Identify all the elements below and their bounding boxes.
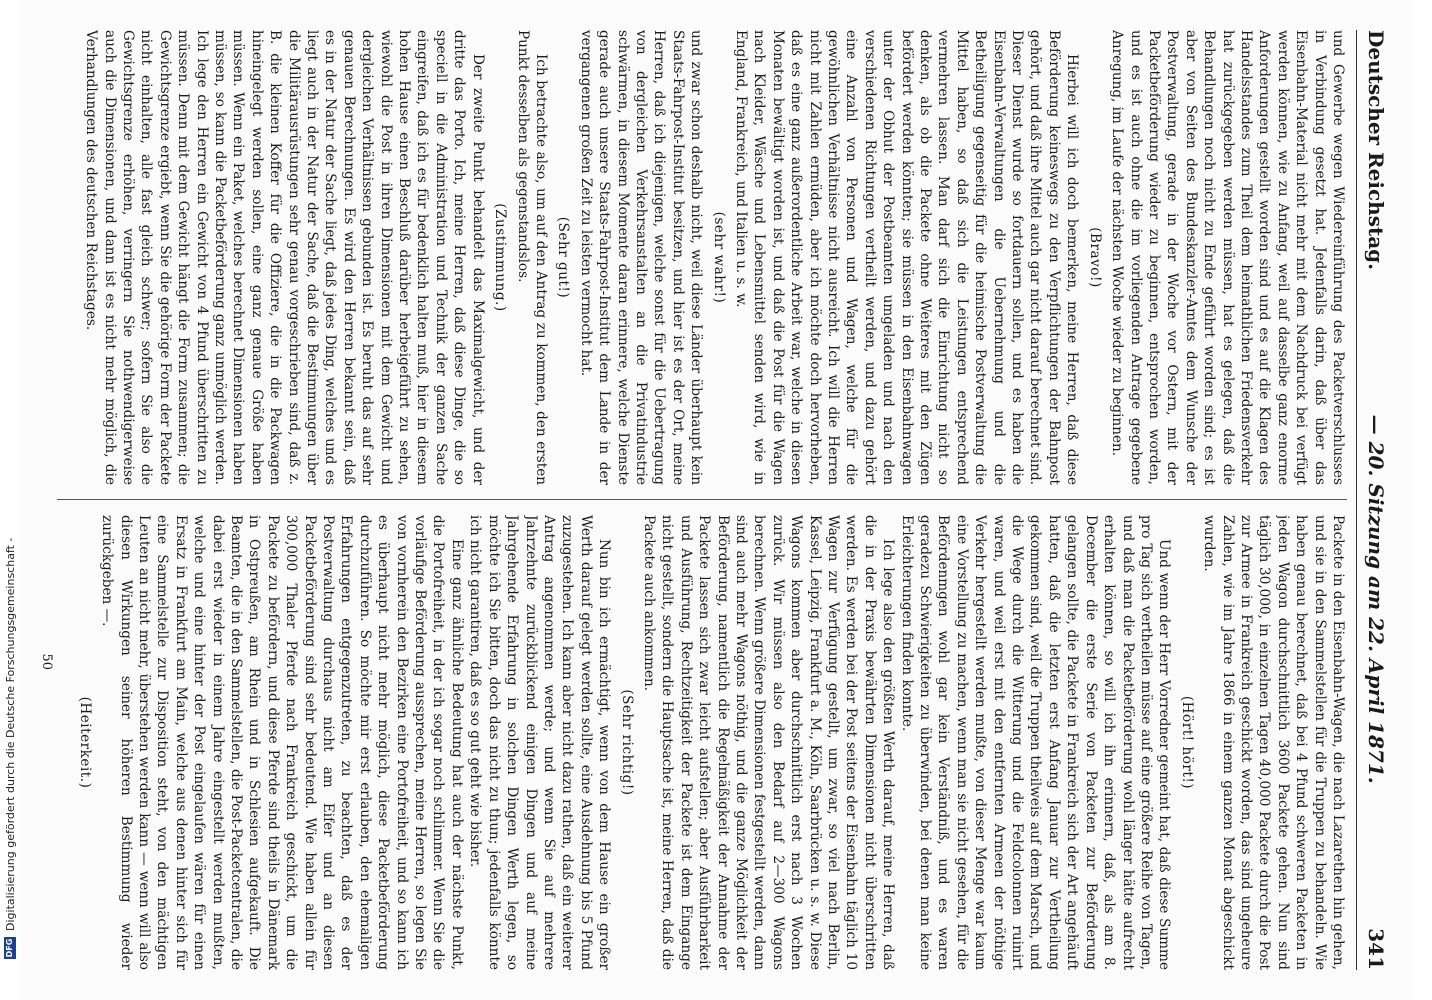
interjection: (sehr wahr!) (710, 211, 727, 304)
header-title: Deutscher Reichstag. (1364, 30, 1388, 271)
paragraph: Ich betrachte also, um auf den Antrag zu kommen, den ersten Punkt desselben als gegenstandslos. (514, 30, 549, 485)
scanned-sheet (21, 0, 1411, 1000)
dfg-logo-icon: DFG (5, 938, 14, 958)
column-rule (57, 499, 1347, 500)
interjection: (Heiterkeit.) (76, 696, 93, 789)
paragraph: Hierbei will ich doch bemerken, meine Herren, daß diese Beförderung keineswegs zu den Verpflichtungen der Bahnpost gehört, und daß ihre Mittel auch gar nicht darauf berechnet sind. Dieser Dienst wurde so fortdauern sollen, und es haben die Eisenbahn-Verwaltungen die Uebernehmung und die Betheiligung gegenseitig für die heimische Postverwaltung die Mittel haben, so daß sich die Leistungen entsprechend vermehren lassen. Man darf sich die Einrichtung nicht so denken, als ob die Packete ohne Weiteres mit den Zügen befördert werden könnten; sie müssen in den Eisenbahnwagen unter der Obhut der Postbeamten umgeladen und nach den verschiedenen Richtungen vertheilt werden, und dazu gehört eine Anzahl von Personen und Wagen, welche für die gewöhnlichen Verhältnisse nicht ausreicht. Ich will die Herren nicht mit Zahlen ermüden, aber ich möchte doch hervorheben, daß es eine ganz außerordentliche Arbeit war, welche in diesen Monaten bewältigt worden ist, und daß die Post für die Wagen nach Kleider, Wäsche und Lebensmittel senden wird, wie in England, Frankreich, und Italien u. s. w. (733, 30, 1081, 485)
paragraph: Und wenn der Herr Vorredner gemeint hat, daß diese Summe pro Tag sich vertheilen müsse auf eine größere Reihe von Tagen, und daß man die Packetbeförderung wohl länger hätte aufrecht erhalten können, so will ich ihn erinnern, daß, als am 8. December die erste Serie von Packeten zur Beförderung gelangen sollte, die Packete in Frankreich sich der Art angehäuft hatten, daß die letzten erst Anfang Januar zur Vertheilung gekommen sind, weil die Truppen theilweis auf dem Marsch, und die Wege durch die Witterung und die Feldcolonnen ruinirt waren, und weil erst mit den entfernten Armeen der nöthige Verkehr hergestellt werden mußte, von dieser Menge war kaum eine Vorstellung zu machen, wenn man sie nicht gesehen, für die Befördenmgen wohl gar kein Verständniß, und es waren geradezu Schwierigkeiten zu überwinden, bei denen man keine Erleichterungen finden konnte. (898, 515, 1173, 970)
paragraph: Eine ganz ähnliche Bedeutung hat auch der nächste Punkt, die Portofreiheit, in der ich sogar noch schlimmer. Wenn Sie die vorläufige Beförderung aussprechen, meine Herren, so legen Sie von vornherein den Bezirken eine Portofreiheit, und so kann ich es überhaupt nicht mehr möglich, diese Packetbeförderung durchzuführen. So möchte mir erst erlauben, den ehemaligen Erfahrungen entgegenzutreten, zu beachten, daß es der Postverwaltung durchaus nicht am Eifer und an diesen Packetbeförderung sind sehr bedeutend. Wie haben allein für 300,000 Thaler Pferde nach Frankreich geschickt, um die Packete zu befördern, und diese Pferde sind theils in Dänemark in Ostpreußen, am Rhein und in Schlesien aufgekauft. Die Beamten, die in den Sammelstellen, die Post-Packetcentralen, die dabei erst wieder in einem Jahre eingestellt werden mußten, welche und eine hinter der Post eingelaufen wären für einen Ersatz in Frankfurt am Main, welche aus denen hinter sich für eine Sammelstelle zur Disposition steht, von den mächtigen Leuten an nicht mehr, überstehen werden kann — wenn will also diesen Wirkungen seiner höheren Bestimmung wieder zurückgeben —. (99, 515, 465, 970)
footer-text: Digitalisierung gefördert durch die Deutsche Forschungsgemeinschaft - (3, 537, 17, 931)
header-page-number: 341 (1364, 928, 1388, 970)
paragraph: Nun bin ich ermächtigt, wenn von dem Hause ein großer Werth darauf gelegt werden sollte, eine Ausdehnung bis 5 Pfund zuzugestehen. Ich kann aber nicht dazu rathen, daß ein weiterer Antrag angenommen werde; und wenn Sie auf mehrere Jahrzehnte zurückblickend einigen Dingen und auf meine Jahrgehende Erfahrung in solchen Dingen Werth legen, so möchte ich Sie bitten, doch das nicht zu thun; jedenfalls könnte ich nicht garantiren, daß es so gut geht wie bisher. (467, 515, 613, 970)
paragraph: und zwar schon deshalb nicht, weil diese Länder überhaupt kein Staats-Fahrpost-Institut besitzen, und hier ist es der Ort, meine Herren, daß ich diejenigen, welche sonst für die Uebertragung von dergleichen Verkehrsanstalten an die Privatindustrie schwärmen, in diesem Momente daran erinnere, welche Dienste gerade auch unsere Staats-Fahrpost-Institut dem Lande in der vergangenen großen Zeit zu leisten vermocht hat. (577, 30, 705, 485)
interjection: (Sehr richtig!) (618, 689, 635, 796)
digitization-footer (0, 0, 18, 1000)
running-header (1361, 30, 1391, 970)
paragraph: Der zweite Punkt behandelt das Maximalgewicht, und der dritte das Porto. Ich, meine Herren, daß diese Dinge, die so speciell in die Administration und Technik der ganzen Sache eingreifen, daß ich es für bedenklich halten muß, hier in diesem hohen Hause einen Beschluß darüber herbeigeführt zu sehen, wiewohl die Post in ihren Dimensionen mit dem Gewicht und dergleichen Verhältnissen gebunden ist. Es beruht das auf sehr genauen Berechnungen. Es wird den Herren bekannt sein, daß es in der Natur der Sache liegt, daß jedes Ding, welches und es liegt auch in der Natur der Sache, daß die Bestimmungen über die Militärausrüstungen sehr genau vorgeschrieben sind, daß z. B. die kleinen Koffer für die Offiziere, die in die Packwagen hineingelegt werden sollen, eine ganz genaue Größe haben müssen. Wenn ein Paket, welches berechnet Dimensionen haben müssen, so kann die Packetbeförderung ganz unmöglich werden. Ich lege den Herren ein Gewicht von 4 Pfund überschritten zu müssen. Denn mit dem Gewicht hängt die Form zusammen; die Gewichtsgrenze ergiebt, wenn Sie die gehörige Form der Packete nicht einhalten, alle fast gleich schwer; sofern Sie also die Gewichtsgrenze erhöhen, verringern Sie nothwendigerweise auch die Dimensionen, und dann ist es nicht mehr möglich, die Verhandlungen des deutschen Reichstages. (83, 30, 486, 485)
paragraph: und Gewerbe wegen Wiedereinführung des Packetverschlusses in Verbindung gesetzt hat. Jedenfalls darin, daß über das Eisenbahn-Material nicht mehr mit dem Nachdruck bei verfügt werden können, wie zu Anfang, weil auf dasselbe ganz enorme Anforderungen gestellt worden sind und es auf die Klagen des Handelsstandes zum Theil dem heimathlichen Friedensverkehr hat zurückgegeben werden müssen, hat es gelegen, daß die Behandlungen noch nicht zu Ende geführt worden sind; es ist aber von Seiten des Bundeskanzler-Amtes dem Wunsche der Postverwaltung, gerade in der Woche vor Ostern, mit der Packetbeförderung wieder zu beginnen, entsprochen worden, und es ist auch ohne die im vorliegenden Antrage gegebene Anregung, im Laufe der nächsten Woche wieder zu beginnen. (1109, 30, 1346, 485)
right-column (57, 515, 1347, 970)
paragraph: Ich lege also den größten Werth darauf, meine Herren, daß die in der Praxis bewährten Dimensionen nicht überschritten werden. Es werden bei der Post seitens der Eisenbahn täglich 10 Wagen zur Verfügung gestellt, um zwar, so viel nach Berlin, Kassel, Leipzig, Frankfurt a. M., Köln, Saarbrücken u. s. w. Diese Wagons kommen aber durchschnittlich erst nach 3 Wochen zurück. Wir müssen also den Bedarf auf 2—300 Wagons berechnen. Wenn größere Dimensionen festgestellt werden, dann sind auch mehr Wagons nöthig, und die ganze Möglichkeit der Beförderung, namentlich die Regelmäßigkeit der Annahme der Packete lassen sich zwar leicht aufstellen; aber Ausführbarkeit und Ausführung, Rechtzeitigkeit der Packete ist dem Eingange nicht gestellt, sondern die Hauptsache ist, meine Herren, daß die Packete auch ankommen. (640, 515, 897, 970)
header-session: — 20. Sitzung am 22. April 1871. (1364, 414, 1388, 784)
interjection: (Sehr gut!) (555, 216, 572, 299)
interjection: (Hört! hört!) (1178, 695, 1195, 790)
paragraph: Packete in den Eisenbahn-Wagen, die nach Lazarethen hin gehen, und sie in den Sammelstellen für die Truppen zu behandeln. Wie haben genau berechnet, daß bei 4 Pfund schweren Packeten in jeden Wagon durchschnittlich 3600 Packete gehen. Nun sind täglich 30,000, in einzelnen Tagen 40,000 Packete durch die Post zur Armee in Frankreich geschickt worden, das sind ungeheure Zahlen, wie im Jahre 1866 in einem ganzen Monat abgeschickt wurden. (1201, 515, 1346, 970)
left-column (57, 30, 1347, 485)
interjection: (Bravo!) (1086, 227, 1103, 288)
header-rule (1356, 30, 1357, 970)
interjection: (Zustimmung.) (492, 203, 509, 312)
bottom-page-number: 50 (39, 653, 54, 670)
